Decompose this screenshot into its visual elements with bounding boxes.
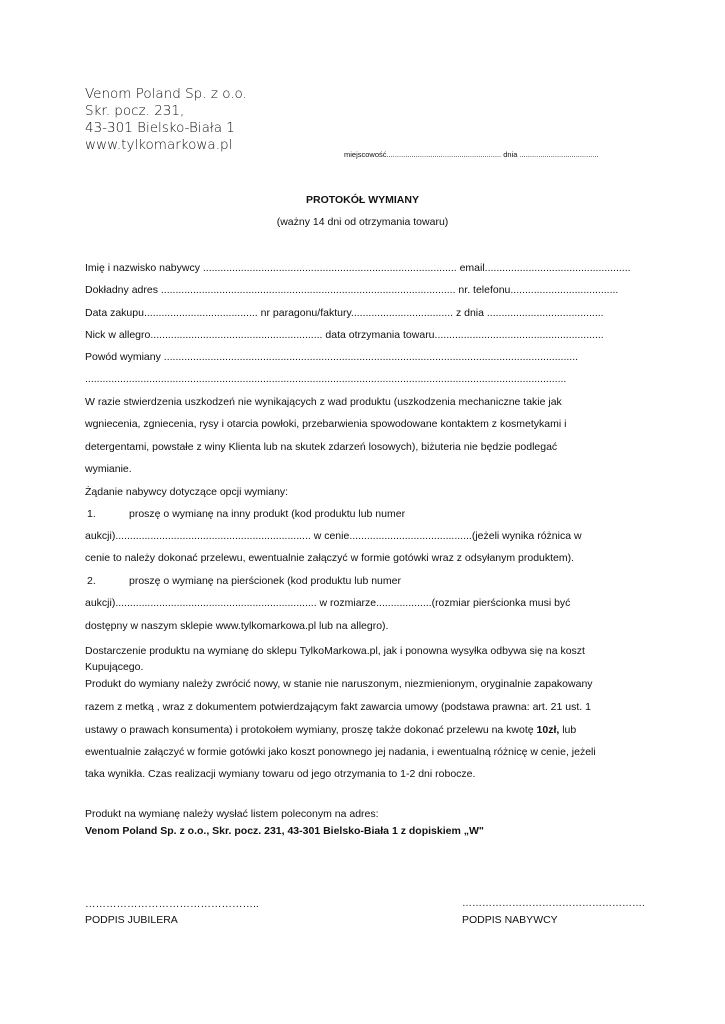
damage-note-line: W razie stwierdzenia uszkodzeń nie wynikających z wad produktu (uszkodzenia mechaniczne takie jak bbox=[85, 396, 562, 408]
delivery-fee-line bbox=[85, 724, 576, 736]
mail-instruction: Produkt na wymianę należy wysłać listem poleconym na adres: bbox=[85, 808, 379, 820]
option-2-text: dostępny w naszym sklepie www.tylkomarkowa.pl lub na allegro). bbox=[85, 620, 389, 632]
exchange-reason-continued: ..................................................................................................................................................................... bbox=[85, 373, 567, 385]
buyer-name-email-field: Imię i nazwisko nabywcy ....................................................................................... email.................................................. bbox=[85, 262, 631, 274]
jeweler-signature-label: PODPIS JUBILERA bbox=[85, 914, 178, 926]
sender-company: Venom Poland Sp. z o.o. bbox=[85, 86, 247, 102]
exchange-reason-field: Powód wymiany .............................................................................................................................................. bbox=[85, 351, 579, 363]
delivery-note-line: Kupującego. bbox=[85, 661, 144, 673]
document-title: PROTOKÓŁ WYMIANY bbox=[306, 194, 419, 206]
jeweler-signature-line: ………………………………………….. bbox=[85, 898, 259, 910]
delivery-note-line: ewentualnie załączyć w formie gotówki jako koszt ponownego jej nadania, i ewentualną różnicę w cenie, jeżeli bbox=[85, 746, 596, 758]
damage-note-line: detergentami, powstałe z winy Klienta lub na skutek zdarzeń losowych), biżuteria nie będzie podlegać bbox=[85, 441, 558, 453]
delivery-fee-text: ustawy o prawach konsumenta) i protokołem wymiany, proszę także dokonać przelewu na kwotę bbox=[85, 724, 537, 736]
purchase-date-invoice-field: Data zakupu....................................... nr paragonu/faktury................................... z dnia ........................................ bbox=[85, 307, 604, 319]
delivery-note-line: Dostarczenie produktu na wymianę do sklepu TylkoMarkowa.pl, jak i ponowna wysyłka odbywa się na koszt bbox=[85, 645, 585, 657]
place-date-field: miejscowość....................................................... dnia ...................................... bbox=[344, 150, 599, 159]
mail-address: Venom Poland Sp. z o.o., Skr. pocz. 231, 43-301 Bielsko-Biała 1 z dopiskiem „W" bbox=[85, 825, 484, 837]
sender-address bbox=[85, 86, 247, 154]
allegro-nick-field: Nick w allegro........................................................... data otrzymania towaru.......................................................... bbox=[85, 329, 604, 341]
fee-amount: 10zł, bbox=[536, 724, 560, 736]
option-1-text: aukcji)................................................................... w cenie..........................................(jeżeli wynika różnica w bbox=[85, 530, 582, 542]
option-1-text: proszę o wymianę na inny produkt (kod produktu lub numer bbox=[129, 508, 406, 520]
request-heading: Żądanie nabywcy dotyczące opcji wymiany: bbox=[85, 486, 289, 498]
buyer-signature-line: ………………………………………………. bbox=[462, 898, 645, 909]
option-1-number: 1. bbox=[87, 508, 96, 520]
delivery-note-line: razem z metką , wraz z dokumentem potwierdzającym fakt zawarcia umowy (podstawa prawna: art. 21 ust. 1 bbox=[85, 701, 591, 713]
delivery-note-line: Produkt do wymiany należy zwrócić nowy, w stanie nie naruszonym, niezmienionym, oryginalnie zapakowany bbox=[85, 678, 593, 690]
damage-note-line: wgniecenia, zgniecenia, rysy i otarcia powłoki, przebarwienia spowodowane kontaktem z kosmetykami i bbox=[85, 418, 567, 430]
delivery-fee-text-end: lub bbox=[559, 724, 577, 736]
delivery-note-line: taka wynikła. Czas realizacji wymiany towaru od jego otrzymania to 1-2 dni robocze. bbox=[85, 768, 476, 780]
option-1-text: cenie to należy dokonać przelewu, ewentualnie załączyć w formie gotówki wraz z odsyłanym produktem). bbox=[85, 552, 575, 564]
sender-pobox: Skr. pocz. 231, bbox=[85, 103, 185, 119]
option-2-number: 2. bbox=[87, 575, 96, 587]
sender-website: www.tylkomarkowa.pl bbox=[85, 137, 233, 153]
address-phone-field: Dokładny adres ..................................................................................................... nr. telefonu..................................... bbox=[85, 284, 619, 296]
damage-note-line: wymianie. bbox=[85, 463, 132, 475]
buyer-signature-label: PODPIS NABYWCY bbox=[462, 914, 558, 926]
option-2-text: proszę o wymianę na pierścionek (kod produktu lub numer bbox=[129, 575, 401, 587]
document-subtitle: (ważny 14 dni od otrzymania towaru) bbox=[276, 216, 449, 228]
option-2-text: aukcji)..................................................................... w rozmiarze...................(rozmiar pierścionka musi być bbox=[85, 597, 571, 609]
sender-city: 43-301 Bielsko-Biała 1 bbox=[85, 120, 235, 136]
